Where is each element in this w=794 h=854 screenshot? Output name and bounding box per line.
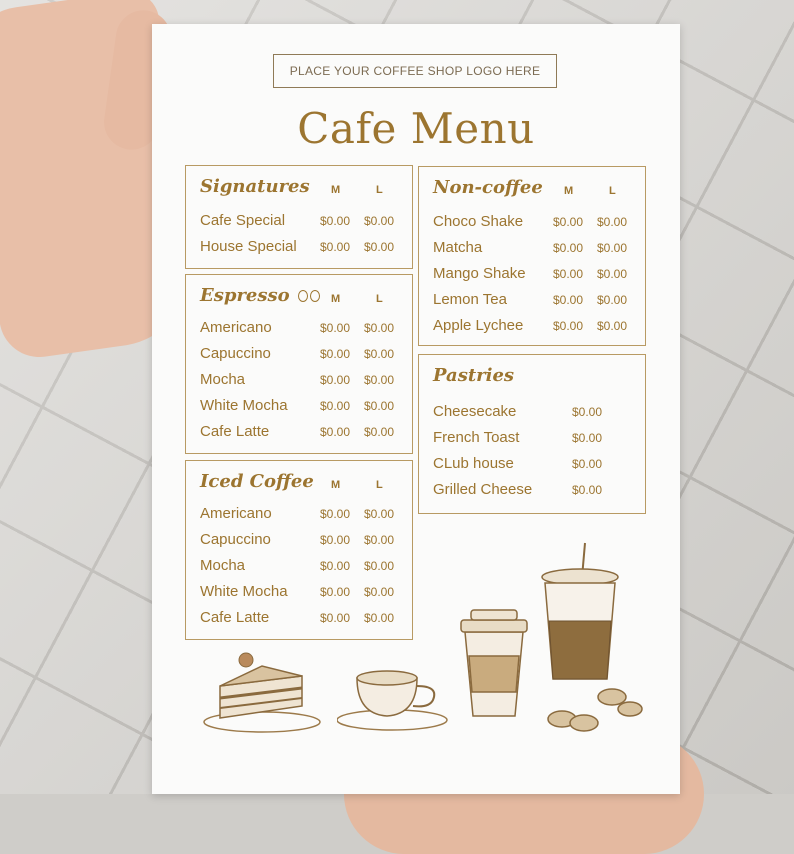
size-header-m: M	[331, 479, 341, 491]
item-name: Matcha	[433, 239, 483, 256]
size-header-m: M	[564, 185, 574, 197]
price-l: $0.00	[364, 425, 395, 439]
item-name: French Toast	[433, 429, 520, 446]
logo-placeholder-text: PLACE YOUR COFFEE SHOP LOGO HERE	[289, 64, 541, 78]
item-name: Americano	[200, 319, 272, 336]
logo-placeholder	[273, 54, 557, 88]
menu-item	[200, 609, 412, 631]
menu-item	[433, 481, 645, 503]
price-m: $0.00	[320, 585, 351, 599]
price-l: $0.00	[597, 267, 628, 281]
price-m: $0.00	[320, 240, 351, 254]
section-heading-non-coffee: Non-coffee	[433, 177, 543, 198]
menu-item	[200, 238, 412, 260]
item-name: Mango Shake	[433, 265, 526, 282]
menu-title: Cafe Menu	[297, 104, 535, 153]
price-m: $0.00	[320, 321, 351, 335]
price-m: $0.00	[320, 214, 351, 228]
section-heading-signatures: Signatures	[200, 176, 310, 197]
coffee-bean-icon	[298, 290, 308, 302]
price-m: $0.00	[553, 293, 584, 307]
item-name: White Mocha	[200, 583, 288, 600]
price-l: $0.00	[364, 240, 395, 254]
item-name: Capuccino	[200, 345, 271, 362]
menu-item	[200, 319, 412, 341]
price-l: $0.00	[364, 507, 395, 521]
coffee-beans-illustration	[532, 679, 647, 739]
item-name: Cheesecake	[433, 403, 517, 420]
item-name: Mocha	[200, 371, 246, 388]
price-m: $0.00	[320, 559, 351, 573]
menu-item	[200, 583, 412, 605]
item-name: Cafe Special	[200, 212, 286, 229]
price-l: $0.00	[364, 373, 395, 387]
menu-item	[433, 455, 645, 477]
menu-item	[200, 212, 412, 234]
price-m: $0.00	[320, 425, 351, 439]
section-iced-coffee	[185, 460, 413, 640]
size-header-m: M	[331, 293, 341, 305]
menu-item	[200, 371, 412, 393]
item-name: Lemon Tea	[433, 291, 507, 308]
section-heading-espresso	[200, 285, 320, 306]
menu-item	[200, 505, 412, 527]
iced-coffee-cup-illustration	[537, 539, 627, 689]
menu-item	[433, 265, 645, 287]
price-l: $0.00	[597, 241, 628, 255]
coffee-cup-illustration	[337, 664, 457, 734]
item-name: Mocha	[200, 557, 246, 574]
menu-item	[433, 403, 645, 425]
menu-item	[433, 239, 645, 261]
coffee-bean-icon	[310, 290, 320, 302]
price-l: $0.00	[364, 347, 395, 361]
price-m: $0.00	[320, 347, 351, 361]
menu-item	[433, 429, 645, 451]
price-l: $0.00	[364, 611, 395, 625]
section-heading-pastries: Pastries	[433, 365, 515, 386]
price-m: $0.00	[553, 241, 584, 255]
price: $0.00	[572, 405, 603, 419]
item-name: Cafe Latte	[200, 423, 270, 440]
takeaway-cup-illustration	[457, 604, 532, 724]
price-l: $0.00	[364, 214, 395, 228]
menu-item	[200, 557, 412, 579]
menu-item	[433, 213, 645, 235]
item-name: Americano	[200, 505, 272, 522]
price-l: $0.00	[364, 321, 395, 335]
menu-item	[433, 317, 645, 339]
price-l: $0.00	[597, 293, 628, 307]
menu-item	[200, 531, 412, 553]
price-m: $0.00	[553, 319, 584, 333]
size-header-l: L	[609, 185, 616, 197]
price-l: $0.00	[364, 399, 395, 413]
menu-item	[200, 423, 412, 445]
price-m: $0.00	[553, 267, 584, 281]
price-m: $0.00	[553, 215, 584, 229]
price-m: $0.00	[320, 533, 351, 547]
section-heading-espresso-text: Espresso	[200, 285, 290, 306]
price-l: $0.00	[364, 559, 395, 573]
menu-item	[200, 345, 412, 367]
item-name: White Mocha	[200, 397, 288, 414]
item-name: Capuccino	[200, 531, 271, 548]
price-l: $0.00	[597, 319, 628, 333]
menu-item	[200, 397, 412, 419]
item-name: House Special	[200, 238, 297, 255]
price-m: $0.00	[320, 507, 351, 521]
price-m: $0.00	[320, 611, 351, 625]
section-non-coffee	[418, 166, 646, 346]
item-name: Choco Shake	[433, 213, 524, 230]
size-header-l: L	[376, 293, 383, 305]
price-l: $0.00	[597, 215, 628, 229]
menu-item	[433, 291, 645, 313]
menu-paper	[152, 24, 680, 794]
section-signatures	[185, 165, 413, 269]
size-header-m: M	[331, 184, 341, 196]
price-m: $0.00	[320, 399, 351, 413]
price: $0.00	[572, 457, 603, 471]
cake-slice-illustration	[202, 646, 327, 736]
section-espresso	[185, 274, 413, 454]
section-pastries	[418, 354, 646, 514]
item-name: Cafe Latte	[200, 609, 270, 626]
size-header-l: L	[376, 479, 383, 491]
size-header-l: L	[376, 184, 383, 196]
price-l: $0.00	[364, 585, 395, 599]
item-name: Apple Lychee	[433, 317, 524, 334]
price-m: $0.00	[320, 373, 351, 387]
item-name: Grilled Cheese	[433, 481, 533, 498]
price: $0.00	[572, 483, 603, 497]
section-heading-iced-coffee: Iced Coffee	[200, 471, 314, 492]
item-name: CLub house	[433, 455, 514, 472]
price: $0.00	[572, 431, 603, 445]
price-l: $0.00	[364, 533, 395, 547]
